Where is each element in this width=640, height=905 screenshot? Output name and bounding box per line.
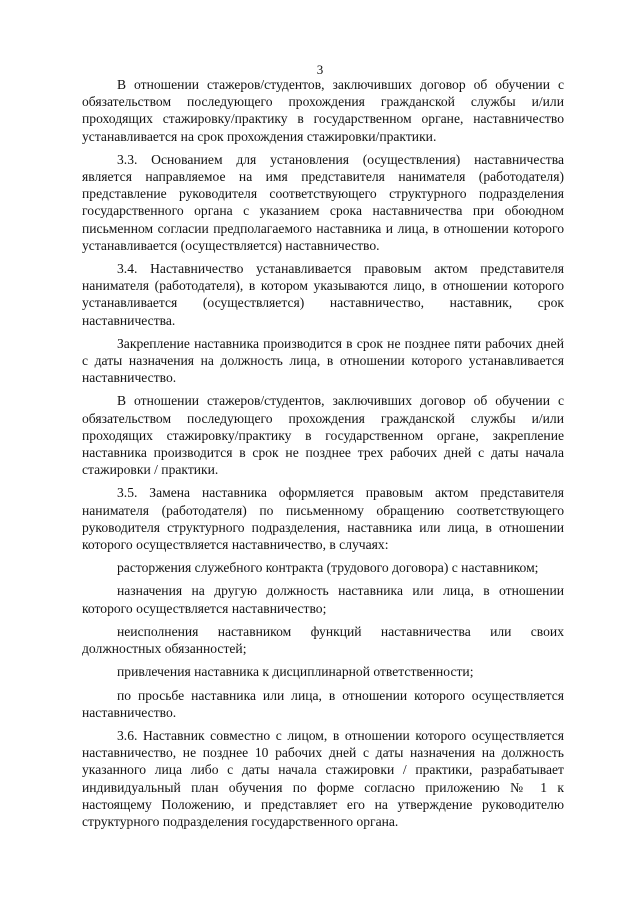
paragraph-3-3-grounds: 3.3. Основанием для установления (осуществления) наставничества является направляемое на имя представителя нанимателя (работодателя) представление руководителя соответствующего структурного подразделения государственного органа с указанием срока наставничества при обоюдном письменном согласии предполагаемого наставника и лица, в отношении которого устанавливается (осуществляется) наставничество.: [82, 151, 564, 253]
page-number: 3: [316, 62, 324, 77]
list-item-nonperformance: неисполнения наставником функций наставничества или своих должностных обязанностей;: [82, 623, 564, 657]
list-item-reassignment: назначения на другую должность наставника или лица, в отношении которого осуществляется наставничество;: [82, 583, 564, 616]
paragraph-3-4-legal-act: 3.4. Наставничество устанавливается правовым актом представителя нанимателя (работодателя), в котором указываются лицо, в отношении которого устанавливается (осуществляется) наставничество, наставник, срок наставничества.: [82, 261, 564, 328]
list-item-contract-termination: расторжения служебного контракта (трудового договора) с наставником;: [117, 560, 539, 576]
paragraph-mentor-assignment-deadline: Закрепление наставника производится в срок не позднее пяти рабочих дней с даты назначения на должность лица, в отношении которого устанавливается наставничество.: [82, 335, 564, 386]
list-item-request: по просьбе наставника или лица, в отношении которого осуществляется наставничество.: [82, 687, 564, 720]
paragraph-3-5-mentor-replacement: 3.5. Замена наставника оформляется правовым актом представителя нанимателя (работодателя) по письменному обращению соответствующего руководителя структурного подразделения, наставника или лица, в отношении которого осуществляется наставничество, в случаях:: [82, 485, 564, 553]
paragraph-3-6-training-plan: 3.6. Наставник совместно с лицом, в отношении которого осуществляется наставничество, не позднее 10 рабочих дней с даты назначения на должность указанного лица либо с даты начала стажировки / практики, разрабатывает индивидуальный план обучения по форме согласно приложению № 1 к настоящему Положению, и представляет его на утверждение руководителю структурного подразделения государственного органа.: [82, 727, 564, 829]
paragraph-interns-mentor-assignment: В отношении стажеров/студентов, заключивших договор об обучении с обязательством последующего прохождения гражданской службы и/или проходящих стажировку/практику в государственном органе, закрепление наставника производится в срок не позднее трех рабочих дней с даты начала стажировки / практики.: [82, 393, 564, 478]
paragraph-interns-mentoring-term: В отношении стажеров/студентов, заключивших договор об обучении с обязательством последующего прохождения гражданской службы и/или проходящих стажировку/практику в государственном органе, наставничество устанавливается на срок прохождения стажировки/практики.: [82, 77, 564, 144]
list-item-disciplinary: привлечения наставника к дисциплинарной ответственности;: [117, 664, 474, 680]
document-body: [82, 76, 564, 830]
